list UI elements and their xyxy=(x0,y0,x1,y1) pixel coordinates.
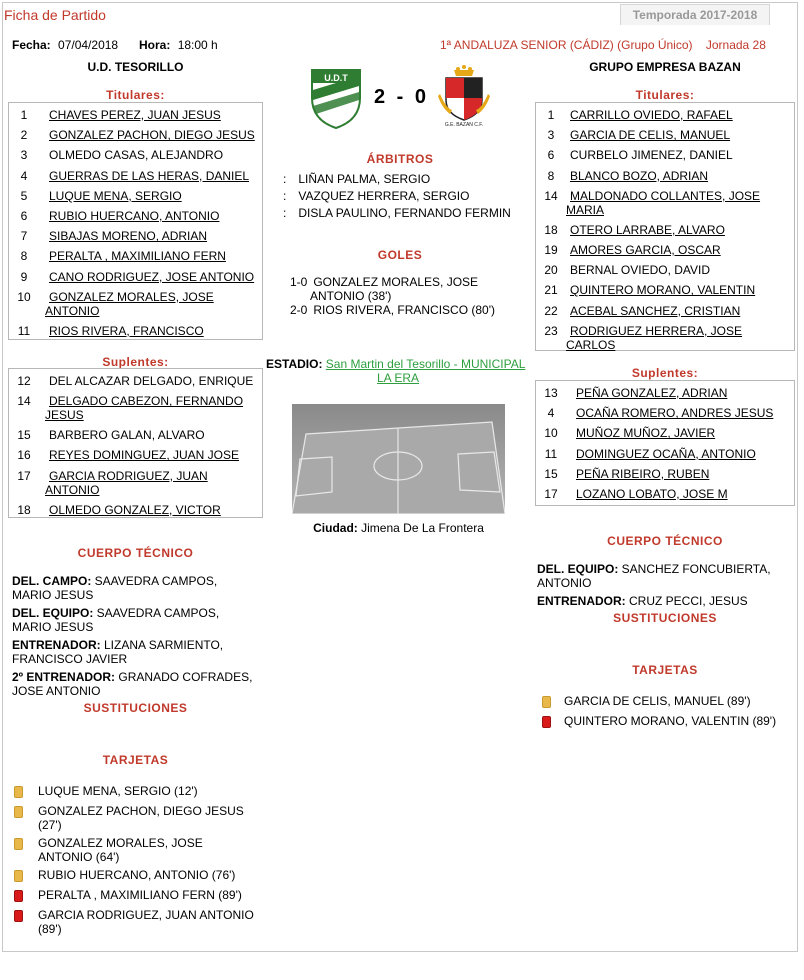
referee-sep: : xyxy=(283,189,287,203)
player-number: 13 xyxy=(544,386,558,400)
player-number: 18 xyxy=(544,222,558,237)
stadium-info-line2 xyxy=(266,371,530,385)
hora-value: 18:00 h xyxy=(177,38,218,52)
player-name[interactable]: OLMEDO CASAS, ALEJANDRO xyxy=(49,148,224,163)
referees-list xyxy=(283,172,533,232)
player-number: 14 xyxy=(544,188,558,203)
yellow-card-icon xyxy=(14,806,23,818)
goal-scorer: RIOS RIVERA, FRANCISCO (80') xyxy=(313,303,495,317)
card-text: GARCIA DE CELIS, MANUEL (89') xyxy=(564,694,751,708)
player-name[interactable]: GARCIA RODRIGUEZ, JUAN xyxy=(49,468,208,483)
staff-row xyxy=(12,574,262,588)
home-starters-label: Titulares: xyxy=(106,88,165,102)
player-name[interactable]: MUÑOZ MUÑOZ, JAVIER xyxy=(576,426,716,441)
goal-score: 1-0 xyxy=(290,275,308,289)
staff-role: ENTRENADOR: xyxy=(12,638,101,652)
away-subs-list xyxy=(535,380,795,506)
player-number: 21 xyxy=(544,283,558,298)
home-staff-label: CUERPO TÉCNICO xyxy=(77,546,194,560)
player-name-cont[interactable]: CARLOS xyxy=(566,337,616,352)
player-number: 7 xyxy=(20,229,28,244)
away-staff-list xyxy=(537,562,795,612)
ciudad-value: Jimena De La Frontera xyxy=(361,521,484,535)
yellow-card-icon xyxy=(14,786,23,798)
referees-label: ÁRBITROS xyxy=(366,152,434,166)
page-title: Ficha de Partido xyxy=(4,7,106,23)
player-name[interactable]: DOMINGUEZ OCAÑA, ANTONIO xyxy=(576,446,756,461)
player-number: 23 xyxy=(544,323,558,338)
goal-row xyxy=(290,275,530,289)
player-name[interactable]: LUQUE MENA, SERGIO xyxy=(49,188,182,203)
staff-role: 2º ENTRENADOR: xyxy=(12,670,116,684)
player-name[interactable]: CANO RODRIGUEZ, JOSE ANTONIO xyxy=(49,269,255,284)
player-number: 2 xyxy=(20,128,28,143)
red-card-icon xyxy=(542,716,551,728)
staff-name-cont: MARIO JESUS xyxy=(12,588,94,602)
player-name[interactable]: SIBAJAS MORENO, ADRIAN xyxy=(49,229,208,244)
staff-name: LIZANA SARMIENTO, xyxy=(100,638,224,652)
card-text: GONZALEZ PACHON, DIEGO JESUS xyxy=(38,804,244,818)
score-separator: - xyxy=(396,86,404,108)
player-name[interactable]: PEÑA RIBEIRO, RUBEN xyxy=(576,466,710,481)
referee-sep: : xyxy=(283,206,287,220)
card-text-cont: ANTONIO (64') xyxy=(38,850,120,864)
yellow-card-icon xyxy=(14,838,23,850)
staff-name-cont: ANTONIO xyxy=(537,576,592,590)
player-number: 8 xyxy=(547,168,555,183)
player-name-cont[interactable]: ANTONIO xyxy=(45,482,100,497)
goal-scorer-cont: ANTONIO (38') xyxy=(310,289,392,303)
card-text: LUQUE MENA, SERGIO (12') xyxy=(38,784,198,798)
player-number: 20 xyxy=(544,263,558,278)
svg-text:G.E. BAZAN C.F.: G.E. BAZAN C.F. xyxy=(444,122,484,128)
away-cards-label: TARJETAS xyxy=(632,663,698,677)
player-name[interactable]: CARRILLO OVIEDO, RAFAEL xyxy=(570,108,733,122)
staff-name: SAAVEDRA CAMPOS, xyxy=(91,574,218,588)
player-name-cont[interactable]: JESUS xyxy=(45,408,84,423)
goals-list xyxy=(290,275,530,323)
player-number: 17 xyxy=(544,487,558,501)
player-name[interactable]: CHAVES PEREZ, JUAN JESUS xyxy=(49,108,221,122)
player-number: 3 xyxy=(20,148,28,163)
away-staff-label: CUERPO TÉCNICO xyxy=(607,534,723,548)
player-number: 18 xyxy=(17,502,31,517)
card-text-cont: (89') xyxy=(38,922,62,936)
score xyxy=(370,86,430,109)
player-number: 15 xyxy=(544,466,558,481)
staff-row xyxy=(12,670,262,684)
svg-text:U.D.T: U.D.T xyxy=(324,73,348,83)
away-starters-label: Titulares: xyxy=(635,88,695,102)
player-name[interactable]: REYES DOMINGUEZ, JUAN JOSE xyxy=(49,448,240,463)
staff-role: DEL. EQUIPO: xyxy=(12,606,94,620)
ciudad-label: Ciudad: xyxy=(313,521,358,535)
staff-role: DEL. EQUIPO: xyxy=(537,562,619,576)
home-substitutions-label: SUSTITUCIONES xyxy=(83,701,188,715)
player-name[interactable]: GUERRAS DE LAS HERAS, DANIEL xyxy=(49,168,250,183)
season-tab[interactable]: Temporada 2017-2018 xyxy=(620,4,770,25)
estadio-link-line2[interactable]: LA ERA xyxy=(376,371,420,385)
player-name[interactable]: LOZANO LOBATO, JOSE M xyxy=(576,487,728,501)
player-name[interactable]: PERALTA , MAXIMILIANO FERN xyxy=(49,249,226,264)
player-name[interactable]: OLMEDO GONZALEZ, VICTOR xyxy=(49,502,221,517)
player-name[interactable]: RIOS RIVERA, FRANCISCO xyxy=(49,323,204,338)
card-text: QUINTERO MORANO, VALENTIN (89') xyxy=(564,714,777,728)
player-number: 1 xyxy=(20,108,28,122)
player-name[interactable]: CURBELO JIMENEZ, DANIEL xyxy=(570,148,733,163)
competition xyxy=(440,38,766,52)
player-number: 15 xyxy=(17,428,31,443)
competition-name: 1ª ANDALUZA SENIOR (CÁDIZ) (Grupo Único) xyxy=(440,38,693,52)
player-number: 9 xyxy=(20,269,28,284)
staff-name: SANCHEZ FONCUBIERTA, xyxy=(618,562,771,576)
player-number: 10 xyxy=(544,426,558,441)
referee-name: LIÑAN PALMA, SERGIO xyxy=(298,172,431,186)
player-name[interactable]: BLANCO BOZO, ADRIAN xyxy=(570,168,709,183)
estadio-link[interactable]: San Martin del Tesorillo - MUNICIPAL xyxy=(325,357,526,371)
staff-row xyxy=(12,606,262,620)
staff-role: ENTRENADOR: xyxy=(537,594,626,608)
home-subs-list xyxy=(8,368,263,518)
referee-row xyxy=(283,172,430,186)
player-number: 19 xyxy=(544,243,558,257)
player-name[interactable]: AMORES GARCIA, OSCAR xyxy=(570,243,721,257)
yellow-card-icon xyxy=(542,696,551,708)
player-number: 22 xyxy=(544,303,558,318)
hora-label: Hora: xyxy=(139,38,171,52)
player-name[interactable]: MALDONADO COLLANTES, JOSE xyxy=(570,188,761,203)
away-score: 0 xyxy=(414,86,427,108)
jornada: Jornada 28 xyxy=(705,38,766,52)
away-subs-label: Suplentes: xyxy=(631,366,699,380)
home-crest-icon xyxy=(308,64,364,130)
player-name[interactable]: PEÑA GONZALEZ, ADRIAN xyxy=(576,386,728,400)
away-team-name: GRUPO EMPRESA BAZAN xyxy=(589,60,741,74)
goal-score: 2-0 xyxy=(290,303,308,317)
player-number: 14 xyxy=(17,394,31,409)
player-name[interactable]: OCAÑA ROMERO, ANDRES JESUS xyxy=(576,406,774,421)
player-number: 11 xyxy=(544,446,558,461)
card-text: GARCIA RODRIGUEZ, JUAN ANTONIO xyxy=(38,908,254,922)
yellow-card-icon xyxy=(14,870,23,882)
staff-row xyxy=(537,562,787,576)
card-text: GONZALEZ MORALES, JOSE xyxy=(38,836,203,850)
home-team-name: U.D. TESORILLO xyxy=(87,60,184,74)
player-number: 8 xyxy=(20,249,28,264)
player-name[interactable]: BARBERO GALAN, ALVARO xyxy=(49,428,205,443)
fecha-value: 07/04/2018 xyxy=(58,38,119,52)
away-crest-icon xyxy=(436,64,492,130)
red-card-icon xyxy=(14,890,23,902)
goal-scorer: GONZALEZ MORALES, JOSE xyxy=(313,275,479,289)
player-name[interactable]: GONZALEZ PACHON, DIEGO JESUS xyxy=(49,128,255,143)
staff-name-cont: FRANCISCO JAVIER xyxy=(12,652,128,666)
city-info xyxy=(292,521,505,535)
goal-row xyxy=(290,303,530,317)
fecha-label: Fecha: xyxy=(12,38,51,52)
staff-name: CRUZ PECCI, JESUS xyxy=(625,594,748,608)
estadio-label: ESTADIO: xyxy=(266,357,323,371)
card-text: RUBIO HUERCANO, ANTONIO (76') xyxy=(38,868,236,882)
staff-role: DEL. CAMPO: xyxy=(12,574,92,588)
player-name[interactable]: DEL ALCAZAR DELGADO, ENRIQUE xyxy=(49,374,254,388)
away-cards-list xyxy=(542,694,796,744)
player-number: 6 xyxy=(547,148,555,163)
player-number: 3 xyxy=(547,128,555,143)
player-name[interactable]: BERNAL OVIEDO, DAVID xyxy=(570,263,711,278)
red-card-icon xyxy=(14,910,23,922)
player-number: 5 xyxy=(20,188,28,203)
player-number: 4 xyxy=(547,406,555,421)
stadium-info xyxy=(266,357,538,371)
player-number: 11 xyxy=(17,323,31,338)
away-starters-list xyxy=(535,102,795,351)
player-name[interactable]: RUBIO HUERCANO, ANTONIO xyxy=(49,209,220,223)
referee-name: VAZQUEZ HERRERA, SERGIO xyxy=(298,189,470,203)
card-text-cont: (27') xyxy=(38,818,62,832)
stadium-pitch-image xyxy=(292,404,505,514)
staff-row xyxy=(537,594,787,608)
home-cards-list xyxy=(14,784,264,944)
player-name[interactable]: RODRIGUEZ HERRERA, JOSE xyxy=(570,323,743,338)
staff-row xyxy=(12,638,262,652)
referee-name: DISLA PAULINO, FERNANDO FERMIN xyxy=(298,206,511,220)
player-number: 16 xyxy=(17,448,31,463)
home-staff-list xyxy=(12,574,262,704)
home-cards-label: TARJETAS xyxy=(102,753,169,767)
referee-row xyxy=(283,189,469,203)
player-name-cont[interactable]: ANTONIO xyxy=(45,303,100,318)
referee-sep: : xyxy=(283,172,287,186)
player-number: 1 xyxy=(547,108,555,122)
referee-row xyxy=(283,206,511,220)
player-number: 10 xyxy=(17,289,31,304)
home-starters-list xyxy=(8,102,263,340)
staff-name: SAAVEDRA CAMPOS, xyxy=(93,606,220,620)
home-subs-label: Suplentes: xyxy=(102,355,169,369)
away-substitutions-label: SUSTITUCIONES xyxy=(613,611,717,625)
match-date xyxy=(12,38,118,52)
player-number: 4 xyxy=(20,168,28,183)
staff-name-cont: JOSE ANTONIO xyxy=(12,684,101,698)
home-score: 2 xyxy=(373,86,386,108)
player-name[interactable]: GONZALEZ MORALES, JOSE xyxy=(49,289,214,304)
player-name[interactable]: QUINTERO MORANO, VALENTIN xyxy=(570,283,756,298)
player-number: 12 xyxy=(17,374,31,388)
player-name-cont[interactable]: MARIA xyxy=(566,202,605,217)
goals-label: GOLES xyxy=(377,248,423,262)
player-name[interactable]: OTERO LARRABE, ALVARO xyxy=(570,222,725,237)
player-name[interactable]: GARCIA DE CELIS, MANUEL xyxy=(570,128,731,143)
player-name[interactable]: DELGADO CABEZON, FERNANDO xyxy=(49,394,244,409)
card-text: PERALTA , MAXIMILIANO FERN (89') xyxy=(38,888,242,902)
match-time xyxy=(139,38,218,52)
staff-name: GRANADO COFRADES, xyxy=(115,670,253,684)
staff-name-cont: MARIO JESUS xyxy=(12,620,94,634)
player-number: 17 xyxy=(17,468,31,483)
player-name[interactable]: ACEBAL SANCHEZ, CRISTIAN xyxy=(570,303,741,318)
player-number: 6 xyxy=(20,209,28,223)
